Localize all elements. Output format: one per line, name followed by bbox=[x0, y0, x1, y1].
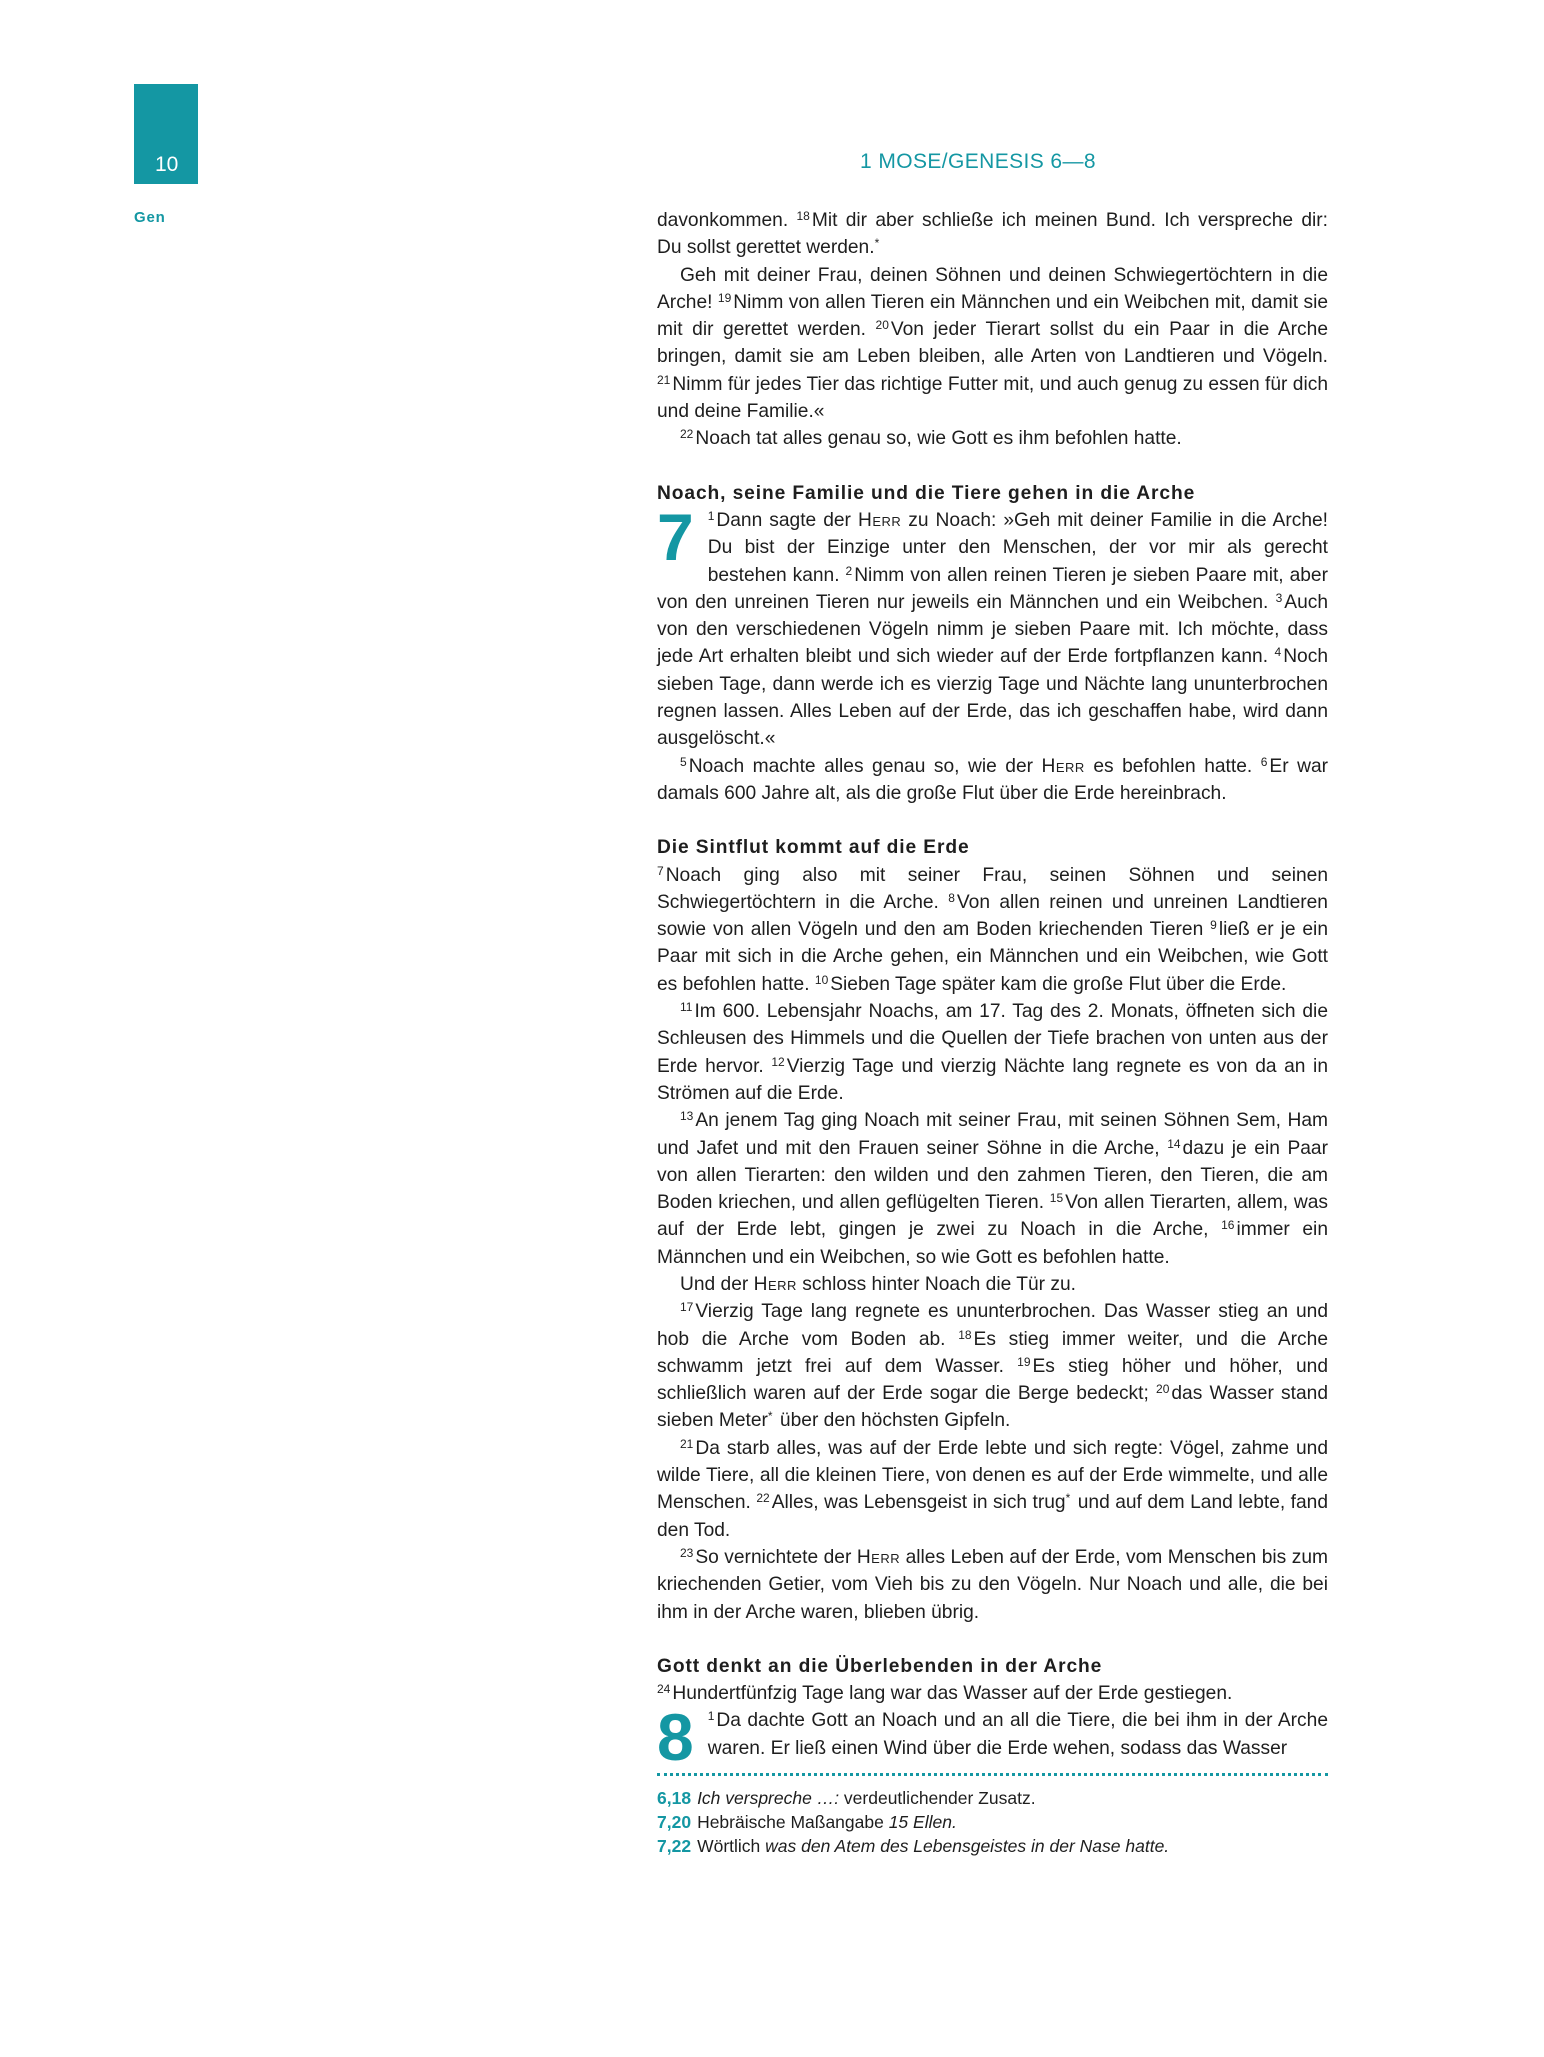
chapter-number: 7 bbox=[657, 499, 694, 574]
section-heading: Die Sintflut kommt auf die Erde bbox=[657, 837, 970, 859]
footnote: 7,20 Hebräische Maßangabe 15 Ellen. bbox=[657, 1812, 957, 1833]
divine-name: Herr bbox=[856, 1546, 901, 1568]
verse-number: 1 bbox=[707, 1709, 715, 1724]
paragraph: Und der Herr schloss hinter Noach die Tür zu. bbox=[680, 1273, 1076, 1295]
verse-number: 3 bbox=[1275, 590, 1283, 605]
running-head: 1 MOSE/GENESIS 6—8 bbox=[860, 150, 1096, 173]
footnote-marker[interactable]: * bbox=[874, 236, 880, 251]
paragraph: $^{13}$ An jenem Tag ging Noach mit seiner Frau, mit seinen Söhnen Sem, Ham und Jafet und mit den Frauen seiner Söhne in die Arche, $^{14}$ dazu je ein Paar von allen Tierarten: den wilden und den zahmen Tieren, den Tieren, die am Boden kriechen, und allen geflügelten Tieren. $^{15}$ Von allen Tierarten, allem, was auf der Erde lebt, gingen je zwei zu Noach in die Arche, $^{16}$ immer ein Männchen und ein Weibchen, so wie Gott es befohlen hatte. bbox=[657, 1109, 1328, 1268]
verse-number: 12 bbox=[771, 1054, 785, 1069]
paragraph: $^5$ Noach machte alles genau so, wie der Herr es befohlen hatte. $^6$ Er war damals 600 Jahre alt, als die große Flut über die Erde hereinbrach. bbox=[657, 754, 1329, 804]
page-number-tab bbox=[134, 84, 198, 184]
footnotes bbox=[657, 1773, 1328, 1859]
divine-name: Herr bbox=[857, 509, 902, 531]
verse-number: 20 bbox=[875, 318, 889, 333]
section-heading: Gott denkt an die Überlebenden in der Arche bbox=[657, 1655, 1103, 1677]
section-heading: Noach, seine Familie und die Tiere gehen in die Arche bbox=[657, 482, 1196, 504]
footnote-reference: 7,22 bbox=[657, 1836, 692, 1857]
verse-number: 20 bbox=[1156, 1382, 1170, 1397]
verse-number: 18 bbox=[958, 1327, 972, 1342]
paragraph: davonkommen. $^{18}$ Mit dir aber schließe ich meinen Bund. Ich verspreche dir: Du sollst gerettet werden.* bbox=[657, 209, 1329, 259]
verse-number: 15 bbox=[1049, 1191, 1064, 1206]
verse-number: 22 bbox=[756, 1491, 770, 1506]
paragraph: $^{24}$ Hundertfünfzig Tage lang war das Wasser auf der Erde gestiegen. bbox=[657, 1682, 1233, 1705]
verse-number: 17 bbox=[680, 1300, 694, 1315]
divine-name: Herr bbox=[753, 1273, 797, 1295]
verse-number: 11 bbox=[680, 1000, 693, 1015]
paragraph: $^7$ Noach ging also mit seiner Frau, seinen Söhnen und seinen Schwiegertöchtern in die Arche. $^8$ Von allen reinen und unreinen Landtieren sowie von allen Vögeln und den am Boden kriechenden Tieren $^9$ ließ er je ein Paar mit sich in die Arche gehen, ein Männchen und ein Weibchen, wie Gott es befohlen hatte. $^{10}$ Sieben Tage später kam die große Flut über die Erde. bbox=[657, 863, 1328, 995]
verse-number: 9 bbox=[1210, 918, 1217, 933]
verse-number: 21 bbox=[680, 1436, 694, 1451]
page-number: 10 bbox=[155, 153, 179, 176]
paragraph: $^{21}$ Da starb alles, was auf der Erde lebte und sich regte: Vögel, zahme und wilde Tiere, all die kleinen Tiere, von denen es auf der Erde wimmelte, und alle Menschen. $^{22}$ Alles, was Lebensgeist in sich trug* und auf dem Land lebte, fand den Tod. bbox=[657, 1436, 1328, 1541]
verse-number: 21 bbox=[657, 372, 671, 387]
paragraph: $^{23}$ So vernichtete der Herr alles Leben auf der Erde, vom Menschen bis zum kriechenden Getier, vom Vieh bis zu den Vögeln. Nur Noach und alle, die bei ihm in der Arche waren, blieben übrig. bbox=[657, 1545, 1328, 1623]
verse-number: 5 bbox=[680, 754, 687, 769]
verse-number: 10 bbox=[814, 972, 829, 987]
main-text-column bbox=[657, 207, 1329, 1775]
book-abbreviation: Gen bbox=[134, 209, 166, 226]
verse-number: 2 bbox=[845, 563, 853, 578]
verse-number: 19 bbox=[1017, 1354, 1031, 1369]
verse-number: 4 bbox=[1274, 645, 1282, 660]
verse-number: 14 bbox=[1167, 1136, 1181, 1151]
footnote-reference: 6,18 bbox=[657, 1788, 692, 1808]
paragraph: $^{22}$ Noach tat alles genau so, wie Gott es ihm befohlen hatte. bbox=[680, 427, 1182, 450]
verse-number: 24 bbox=[657, 1682, 671, 1697]
paragraph: Geh mit deiner Frau, deinen Söhnen und deinen Schwiegertöchtern in die Arche! $^{19}$ Nimm von allen Tieren ein Männchen und ein Weibchen mit, damit sie mit dir gerettet werden. $^{20}$ Von jeder Tierart sollst du ein Paar in die Arche bringen, damit sie am Leben bleiben, alle Arten von Landtieren und Vögeln. $^{21}$ Nimm für jedes Tier das richtige Futter mit, und auch genug zu essen für dich und deine Familie.« bbox=[657, 264, 1328, 423]
verse-number: 7 bbox=[657, 863, 664, 878]
footnote-marker[interactable]: * bbox=[767, 1409, 773, 1424]
footnote: 7,22 Wörtlich was den Atem des Lebensgeistes in der Nase hatte. bbox=[657, 1836, 1170, 1857]
verse-number: 23 bbox=[680, 1545, 694, 1560]
verse-number: 16 bbox=[1221, 1218, 1235, 1233]
verse-number: 18 bbox=[796, 209, 810, 223]
paragraph: $^{11}$ Im 600. Lebensjahr Noachs, am 17. Tag des 2. Monats, öffneten sich die Schleusen des Himmels und die Quellen der Tiefe brachen von unten aus der Erde hervor. $^{12}$ Vierzig Tage und vierzig Nächte lang regnete es von da an in Strömen auf die Erde. bbox=[657, 1000, 1328, 1104]
footnote-reference: 7,20 bbox=[657, 1812, 692, 1833]
verse-number: 19 bbox=[717, 290, 732, 305]
divine-name: Herr bbox=[1041, 755, 1085, 777]
verse-number: 1 bbox=[707, 508, 715, 523]
paragraph: $^{17}$ Vierzig Tage lang regnete es ununterbrochen. Das Wasser stieg an und hob die Arche vom Boden ab. $^{18}$ Es stieg immer weiter, und die Arche schwamm jetzt frei auf dem Wasser. $^{19}$ Es stieg höher und höher, und schließlich waren auf der Erde sogar die Berge bedeckt; $^{20}$ das Wasser stand sieben Meter* über den höchsten Gipfeln. bbox=[657, 1300, 1328, 1432]
footnote-marker[interactable]: * bbox=[1065, 1491, 1071, 1506]
verse-number: 22 bbox=[680, 427, 694, 442]
verse-number: 13 bbox=[680, 1109, 694, 1124]
footnote: 6,18 Ich verspreche …: verdeutlichender Zusatz. bbox=[657, 1788, 1036, 1808]
paragraph: 7 $^1$ Dann sagte der Herr zu Noach: »Geh mit deiner Familie in die Arche! Du bist der Einzige unter den Menschen, der vor mir als gerecht bestehen kann. $^2$ Nimm von allen reinen Tieren je sieben Paare mit, aber von den unreinen Tieren nur jeweils ein Männchen und ein Weibchen. $^3$ Auch von den verschiedenen Vögeln nimm je sieben Paare mit. Ich möchte, dass jede Art erhalten bleibt und sich wieder auf der Erde fortpflanzen kann. $^4$ Noch sieben Tage, dann werde ich es vierzig Tage und Nächte lang ununterbrochen regnen lassen. Alles Leben auf der Erde, das ich geschaffen habe, wird dann ausgelöscht.« bbox=[657, 499, 1328, 750]
verse-number: 6 bbox=[1260, 754, 1268, 769]
chapter-number: 8 bbox=[657, 1700, 694, 1775]
paragraph: 8 $^1$ Da dachte Gott an Noach und an all die Tiere, die bei ihm in der Arche waren. Er ließ einen Wind über die Erde wehen, sodass das Wasser bbox=[657, 1700, 1328, 1775]
verse-number: 8 bbox=[948, 890, 955, 905]
